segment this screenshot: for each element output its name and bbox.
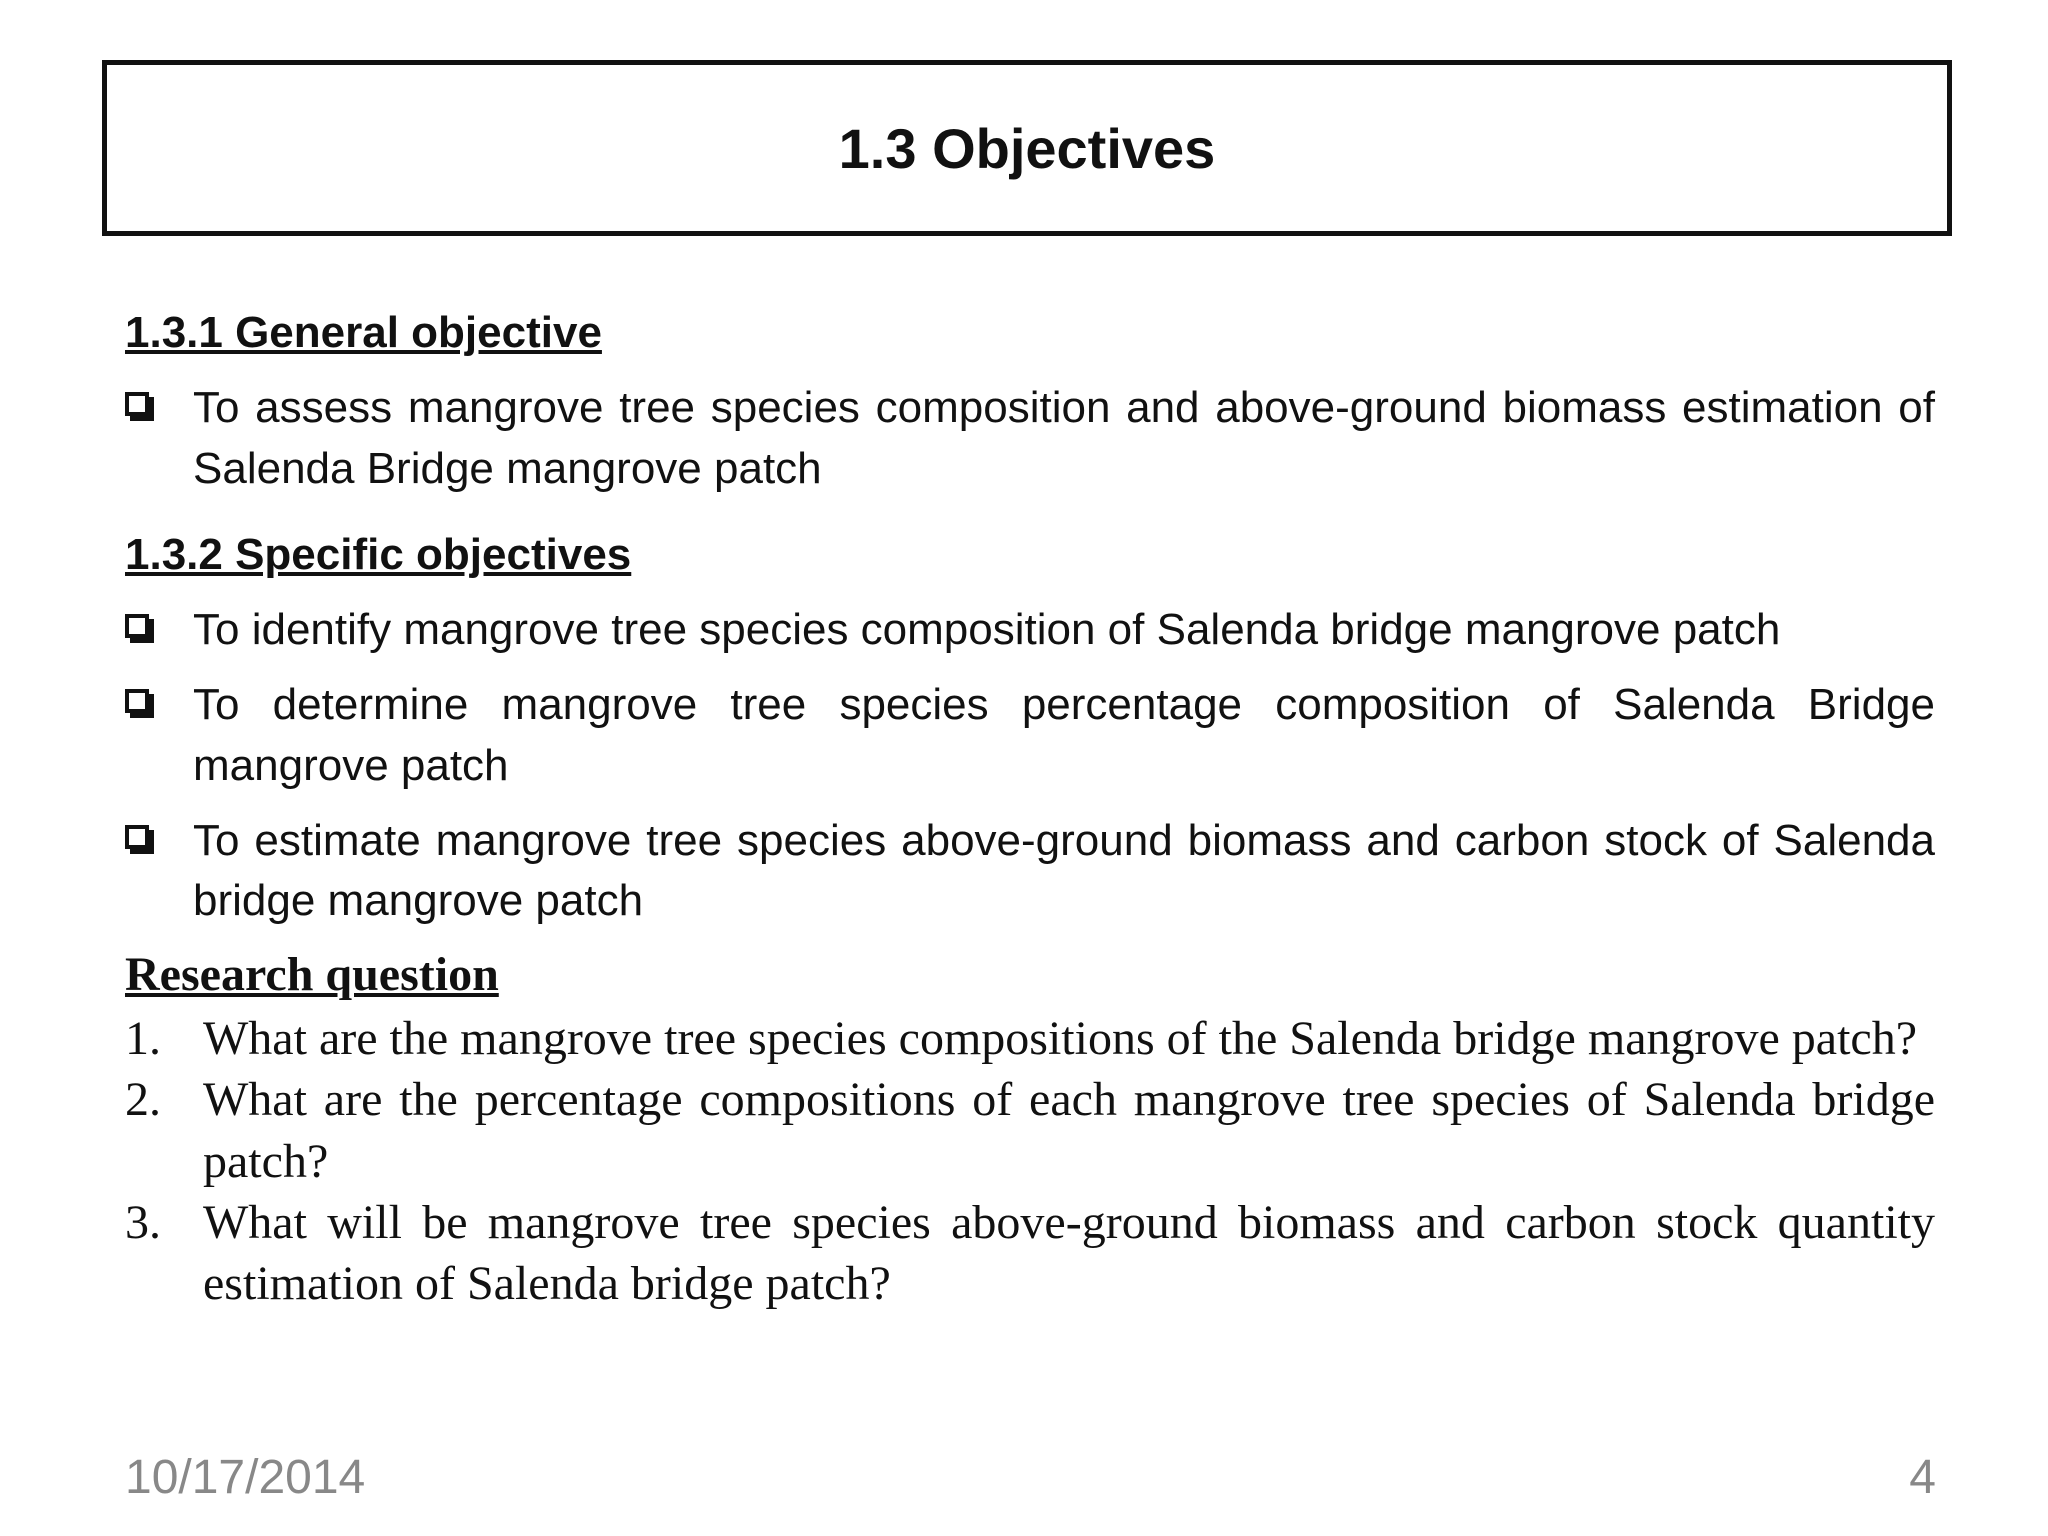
research-question-list (125, 1008, 1935, 1315)
checkbox-bullet-icon (125, 825, 149, 849)
checkbox-bullet-icon (125, 392, 149, 416)
list-item (125, 811, 1935, 932)
specific-objectives-heading: 1.3.2 Specific objectives (125, 530, 632, 580)
footer-date: 10/17/2014 (125, 1451, 366, 1504)
title-box (102, 60, 1952, 236)
specific-objective-text: To determine mangrove tree species percentage composition of Salenda Bridge mangrove patch (193, 680, 1935, 790)
general-objective-list (125, 378, 1935, 499)
list-item (125, 378, 1935, 499)
list-item (125, 600, 1935, 661)
list-item (125, 1069, 1935, 1192)
specific-objective-text: To estimate mangrove tree species above-ground biomass and carbon stock of Salenda bridge mangrove patch (193, 815, 1935, 926)
research-question-heading: Research question (125, 948, 499, 1002)
question-text: What are the mangrove tree species compositions of the Salenda bridge mangrove patch? (203, 1011, 1918, 1065)
checkbox-bullet-icon (125, 689, 149, 713)
question-number: 1. (125, 1011, 161, 1065)
general-objective-heading: 1.3.1 General objective (125, 308, 602, 357)
list-item (125, 1008, 1935, 1069)
question-number: 3. (125, 1195, 161, 1249)
general-objective-text: To assess mangrove tree species composition and above-ground biomass estimation of Salenda Bridge mangrove patch (193, 383, 1935, 493)
page-number: 4 (1909, 1451, 1936, 1504)
slide-title: 1.3 Objectives (838, 116, 1216, 180)
question-text: What will be mangrove tree species above-ground biomass and carbon stock quantity estimation of Salenda bridge patch? (203, 1195, 1935, 1311)
list-item (125, 1192, 1935, 1315)
checkbox-bullet-icon (125, 614, 149, 638)
question-number: 2. (125, 1073, 161, 1127)
list-item (125, 675, 1935, 796)
specific-objective-text: To identify mangrove tree species composition of Salenda bridge mangrove patch (193, 605, 1781, 655)
question-text: What are the percentage compositions of each mangrove tree species of Salenda bridge patch? (203, 1073, 1935, 1188)
slide-content (125, 305, 1935, 1315)
specific-objectives-list (125, 600, 1935, 932)
